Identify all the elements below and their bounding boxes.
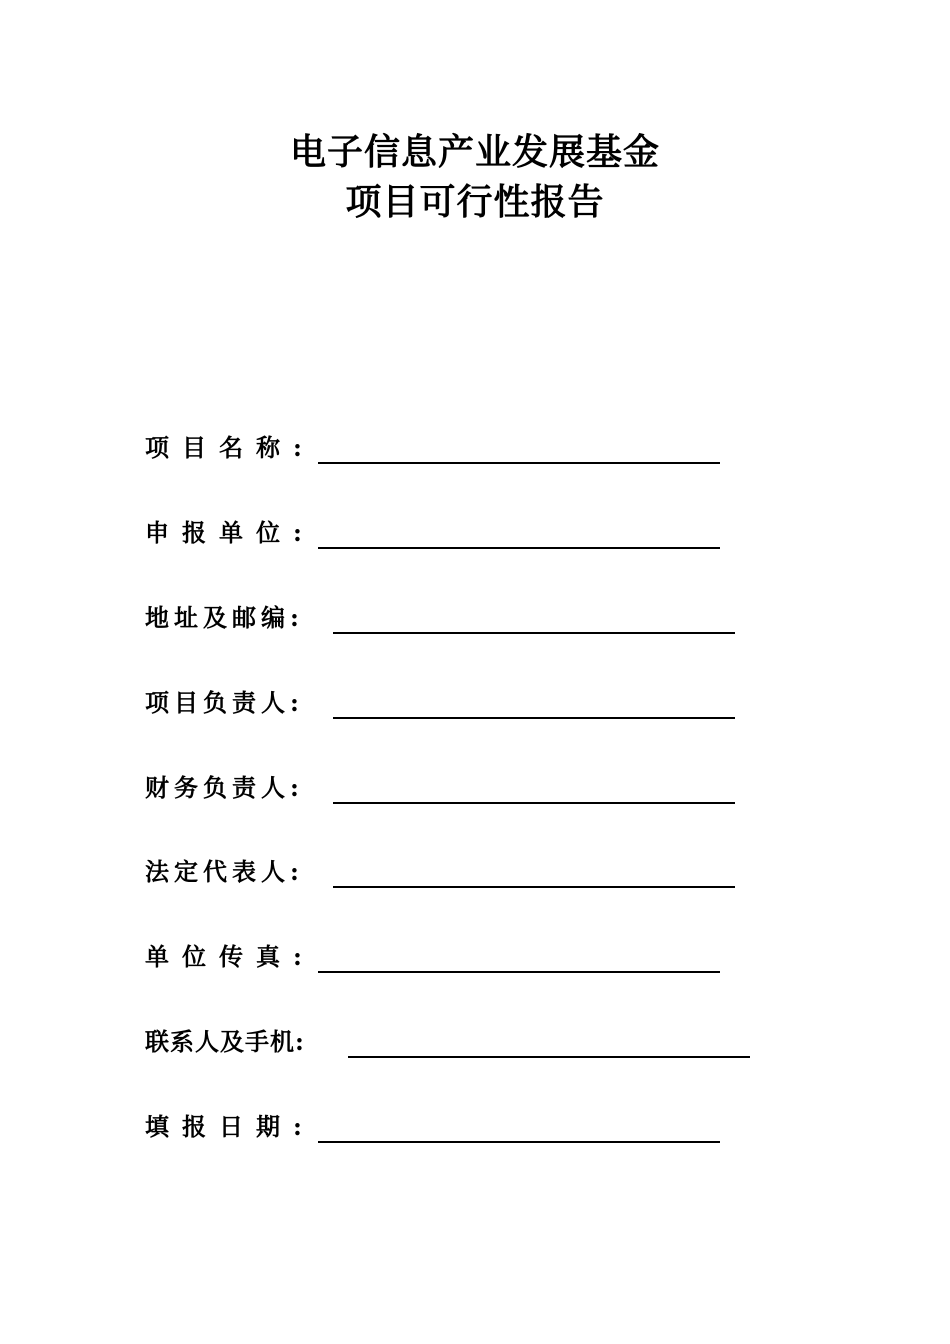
address-postcode-blank[interactable] [333,632,735,634]
field-label-fill-date: 填报日期: [145,1112,315,1141]
unit-fax-blank[interactable] [318,971,720,973]
applicant-unit-blank[interactable] [318,547,720,549]
finance-leader-blank[interactable] [333,802,735,804]
legal-representative-blank[interactable] [333,886,735,888]
field-label-project-leader: 项目负责人: [145,688,304,717]
field-label-unit-fax: 单位传真: [145,942,315,971]
field-label-legal-representative: 法定代表人: [145,857,304,886]
project-leader-blank[interactable] [333,717,735,719]
fill-date-blank[interactable] [318,1141,720,1143]
field-label-applicant-unit: 申报单位: [145,518,315,547]
contact-mobile-blank[interactable] [348,1056,750,1058]
document-title-line-2: 项目可行性报告 [345,181,605,223]
field-label-contact-mobile: 联系人及手机: [145,1027,305,1056]
project-name-blank[interactable] [318,462,720,464]
document-title-line-1: 电子信息产业发展基金 [289,131,660,173]
field-label-finance-leader: 财务负责人: [145,773,304,802]
field-label-address-postcode: 地址及邮编: [145,603,304,632]
field-label-project-name: 项目名称: [145,433,315,462]
